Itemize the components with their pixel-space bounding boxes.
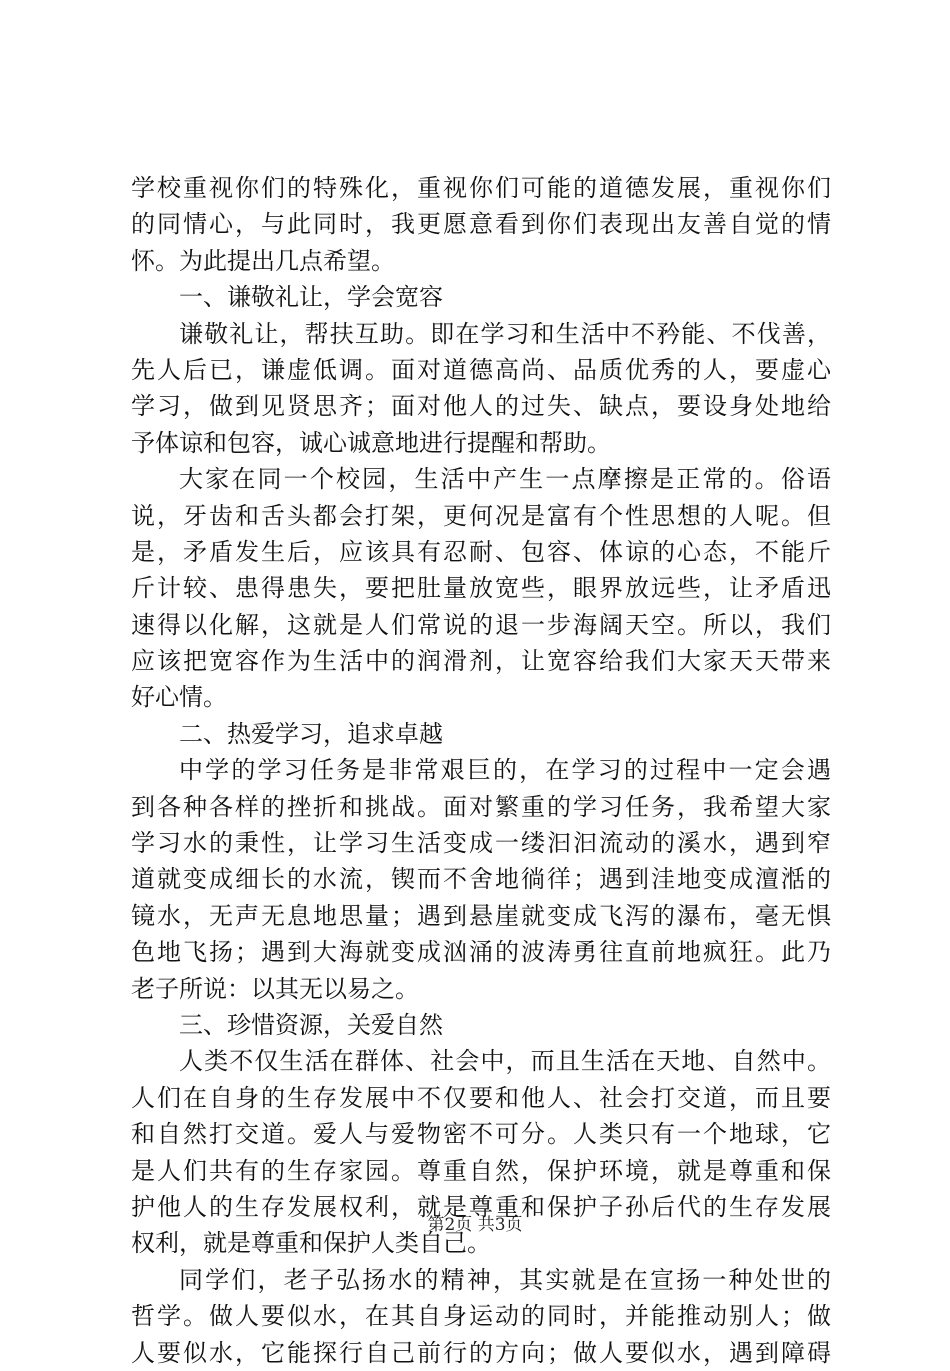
text-line: 和自然打交道。爱人与爱物密不可分。人类只有一个地球，它	[131, 1120, 831, 1149]
text-line: 学习，做到见贤思齐；面对他人的过失、缺点，要设身处地给	[131, 392, 831, 421]
text-line: 护他人的生存发展权利，就是尊重和保护子孙后代的生存发展	[131, 1192, 831, 1221]
section-heading: 二、热爱学习，追求卓越	[179, 719, 443, 748]
text-line: 老子所说：以其无以易之。	[131, 974, 419, 1003]
text-line: 是，矛盾发生后，应该具有忍耐、包容、体谅的心态，不能斤	[131, 537, 831, 566]
section-heading: 一、谦敬礼让，学会宽容	[179, 283, 443, 312]
text-line: 人要似水，它能探行自己前行的方向；做人要似水，遇到障碍	[131, 1338, 831, 1367]
text-line: 应该把宽容作为生活中的润滑剂，让宽容给我们大家天天带来	[131, 647, 831, 676]
text-line: 谦敬礼让，帮扶互助。即在学习和生活中不矜能、不伐善，	[179, 319, 831, 348]
text-line: 大家在同一个校园，生活中产生一点摩擦是正常的。俗语	[179, 465, 831, 494]
text-line: 怀。为此提出几点希望。	[131, 246, 395, 275]
text-line: 是人们共有的生存家园。尊重自然，保护环境，就是尊重和保	[131, 1156, 831, 1185]
text-line: 斤计较、患得患失，要把肚量放宽些，眼界放远些，让矛盾迅	[131, 574, 831, 603]
text-line: 同学们，老子弘扬水的精神，其实就是在宣扬一种处世的	[179, 1265, 831, 1294]
text-line: 哲学。做人要似水，在其自身运动的同时，并能推动别人；做	[131, 1302, 831, 1331]
text-line: 速得以化解，这就是人们常说的退一步海阔天空。所以，我们	[131, 610, 831, 639]
text-line: 予体谅和包容，诚心诚意地进行提醒和帮助。	[131, 428, 611, 457]
text-line: 道就变成细长的水流，锲而不舍地徜徉；遇到洼地变成澶湉的	[131, 865, 831, 894]
text-line: 人类不仅生活在群体、社会中，而且生活在天地、自然中。	[179, 1047, 831, 1076]
text-line: 镜水，无声无息地思量；遇到悬崖就变成飞泻的瀑布，毫无惧	[131, 901, 831, 930]
text-line: 说，牙齿和舌头都会打架，更何况是富有个性思想的人呢。但	[131, 501, 831, 530]
text-line: 到各种各样的挫折和挑战。面对繁重的学习任务，我希望大家	[131, 792, 831, 821]
body-text	[131, 170, 831, 1371]
text-line: 的同情心，与此同时，我更愿意看到你们表现出友善自觉的情	[131, 210, 831, 239]
page-footer: 第2页 共3页	[427, 1215, 523, 1235]
text-line: 学习水的秉性，让学习生活变成一缕汩汩流动的溪水，遇到窄	[131, 829, 831, 858]
text-line: 色地飞扬；遇到大海就变成汹涌的波涛勇往直前地疯狂。此乃	[131, 938, 831, 967]
text-line: 中学的学习任务是非常艰巨的，在学习的过程中一定会遇	[179, 756, 831, 785]
text-line: 好心情。	[131, 683, 227, 712]
text-line: 人们在自身的生存发展中不仅要和他人、社会打交道，而且要	[131, 1083, 831, 1112]
text-line: 权利，就是尊重和保护人类自己。	[131, 1229, 491, 1258]
section-heading: 三、珍惜资源，关爱自然	[179, 1010, 443, 1039]
text-line: 先人后已，谦虚低调。面对道德高尚、品质优秀的人，要虚心	[131, 355, 831, 384]
text-line: 学校重视你们的特殊化，重视你们可能的道德发展，重视你们	[131, 174, 831, 202]
